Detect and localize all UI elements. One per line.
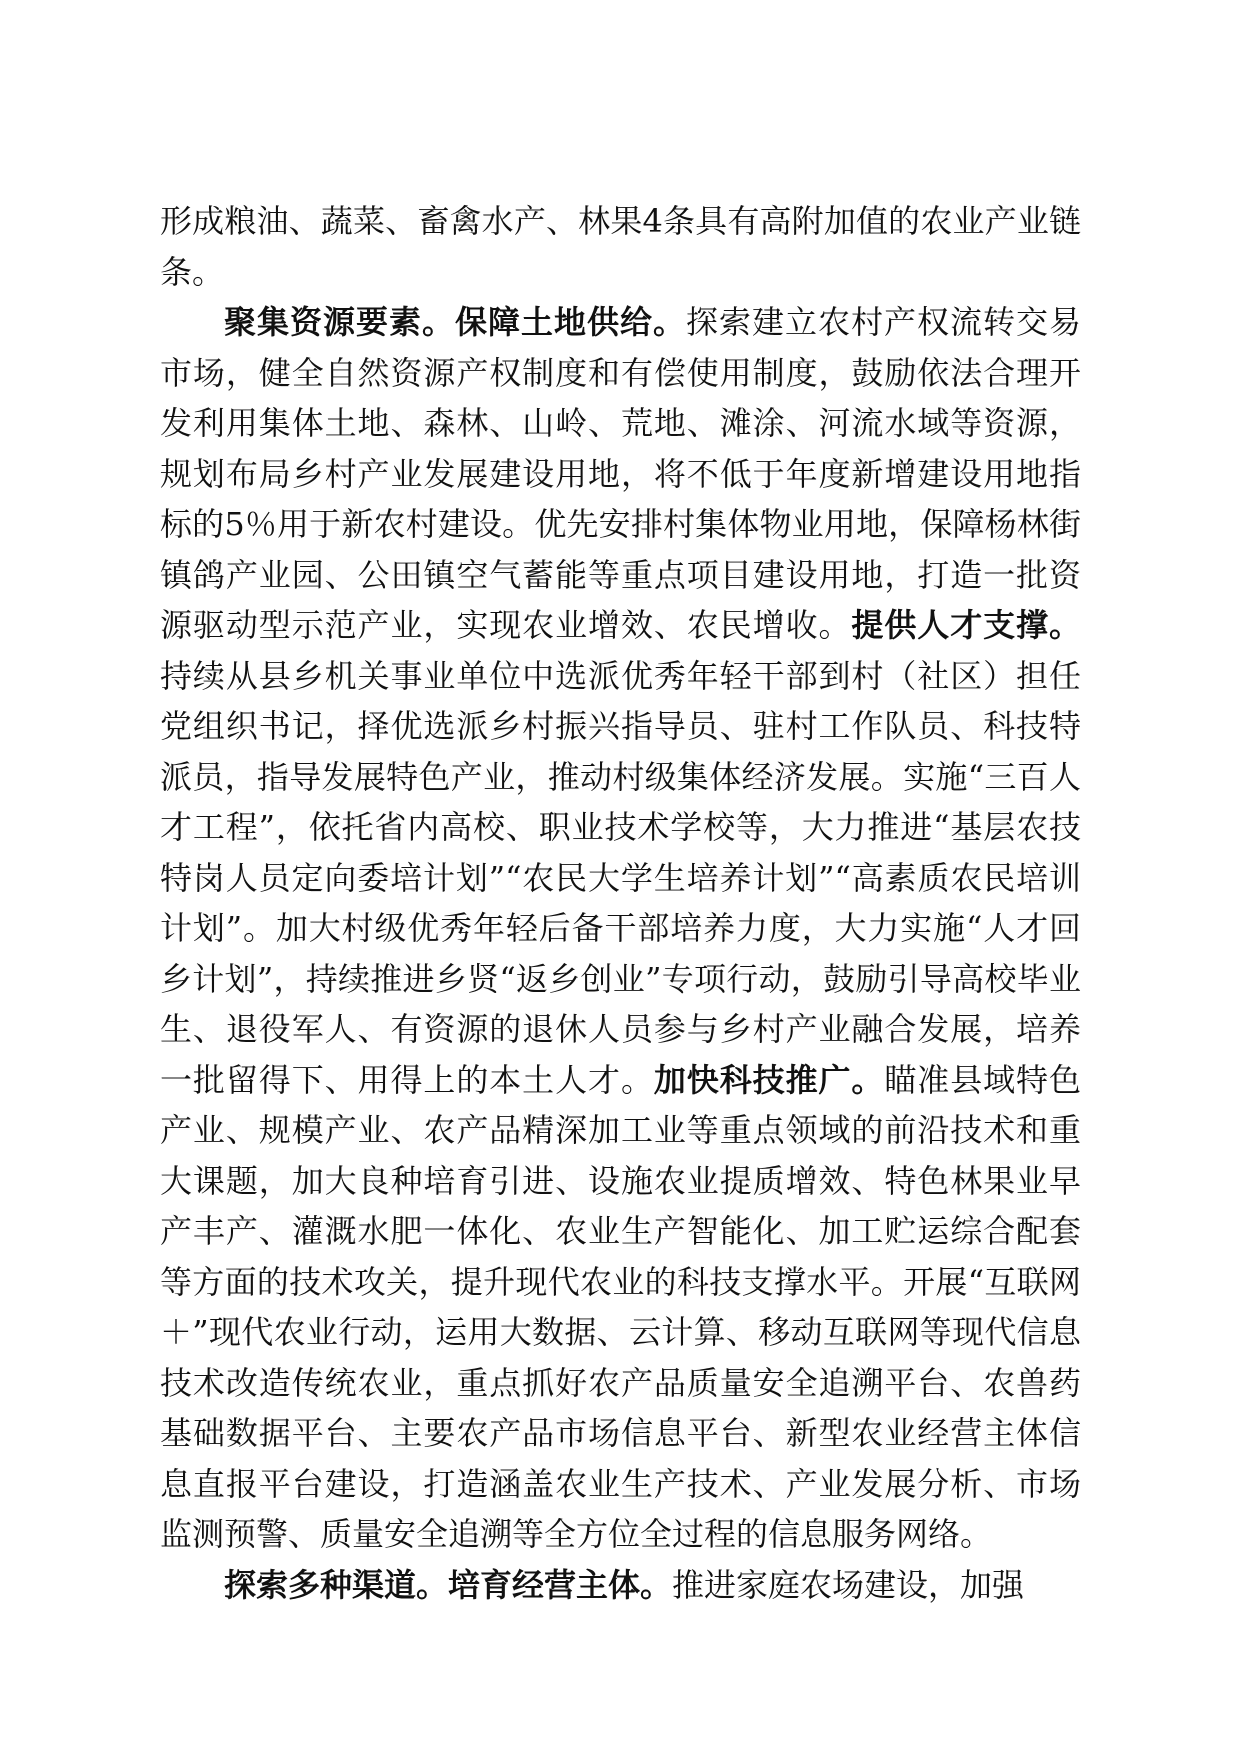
bold-heading-talent: 提供人才支撑。 — [851, 606, 1081, 644]
bold-heading-channels: 探索多种渠道。培育经营主体。 — [224, 1565, 673, 1604]
paragraph-text: 推进家庭农场建设，加强 — [672, 1565, 1025, 1604]
paragraph-text: 持续从县乡机关事业单位中选派优秀年轻干部到村（社区）担任党组织书记，择优选派乡村振兴指导员、驻村工作队员、科技特派员，指导发展特色产业，推动村级集体经济发展。实施“三百人才工程”，依托省内高校、职业技术学校等，大力推进“基层农技特岗人员定向委培计划”“农民大学生培养计划”“高素质农民培训计划”。加大村级优秀年轻后备干部培养力度，大力实施“人才回乡计划”，持续推进乡贤“返乡创业”专项行动，鼓励引导高校毕业生、退役军人、有资源的退休人员参与乡村产业融合发展，培养一批留得下、用得上的本土人才。 — [160, 656, 1081, 1099]
bold-heading-technology: 加快科技推广。 — [653, 1060, 885, 1099]
paragraph-text: 形成粮油、蔬菜、畜禽水产、林果4条具有高附加值的农业产业链条。 — [160, 202, 1081, 291]
paragraph-channels — [160, 1560, 1081, 1611]
paragraph-text: 瞄准县域特色产业、规模产业、农产品精深加工业等重点领域的前沿技术和重大课题，加大良种培育引进、设施农业提质增效、特色林果业早产丰产、灌溉水肥一体化、农业生产智能化、加工贮运综合配套等方面的技术攻关，提升现代农业的科技支撑水平。开展“互联网＋”现代农业行动，运用大数据、云计算、移动互联网等现代信息技术改造传统农业，重点抓好农产品质量安全追溯平台、农兽药基础数据平台、主要农产品市场信息平台、新型农业经营主体信息直报平台建设，打造涵盖农业生产技术、产业发展分析、市场监测预警、质量安全追溯等全方位全过程的信息服务网络。 — [160, 1060, 1081, 1553]
paragraph-continuation — [160, 196, 1081, 297]
document-page — [160, 196, 1081, 1610]
paragraph-text: 探索建立农村产权流转交易市场，健全自然资源产权制度和有偿使用制度，鼓励依法合理开发利用集体土地、森林、山岭、荒地、滩涂、河流水域等资源，规划布局乡村产业发展建设用地，将不低于年度新增建设用地指标的5％用于新农村建设。优先安排村集体物业用地，保障杨林街镇鸽产业园、公田镇空气蓄能等重点项目建设用地，打造一批资源驱动型示范产业，实现农业增效、农民增收。 — [160, 303, 1081, 644]
paragraph-resources — [160, 297, 1081, 1560]
bold-heading-resources: 聚集资源要素。保障土地供给。 — [224, 303, 686, 341]
